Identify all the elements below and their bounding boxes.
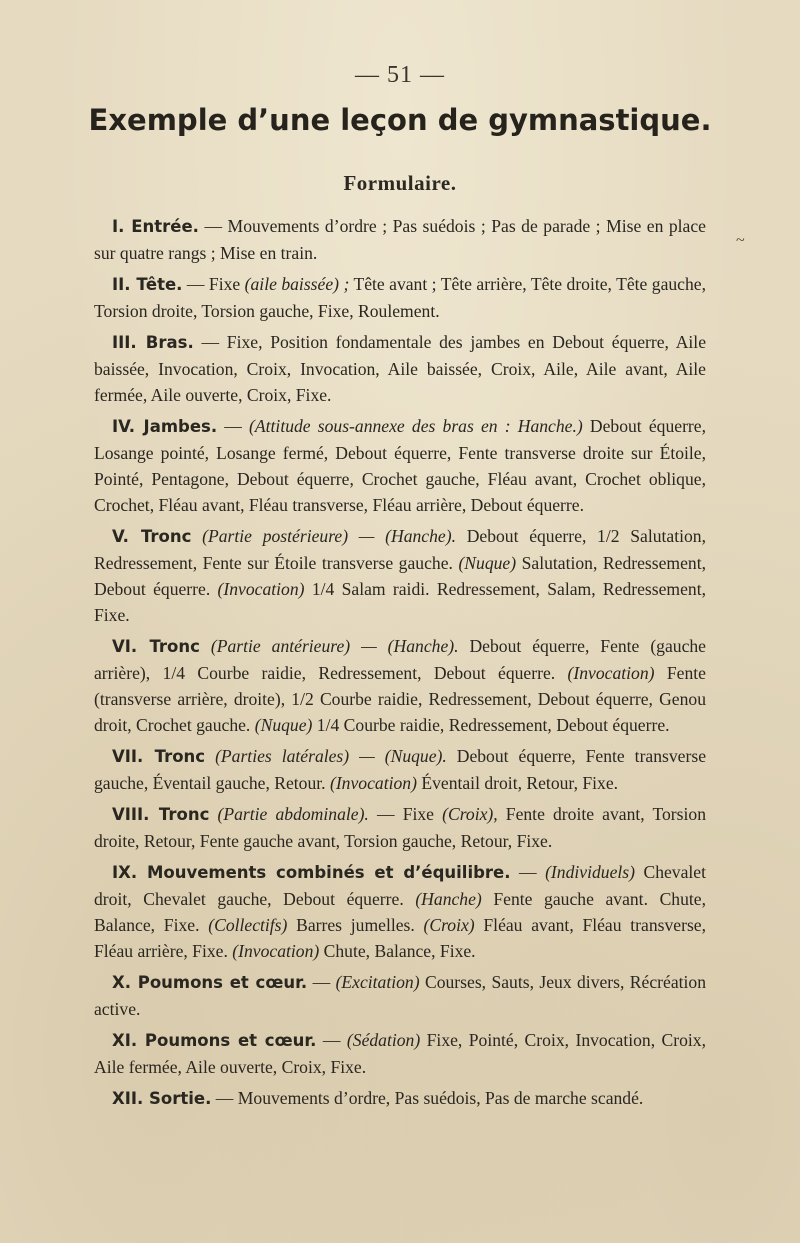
- entry-text: [191, 526, 202, 546]
- entry-italic-text: (Attitude sous-annexe des bras en : Hanche.): [249, 416, 583, 436]
- entry-italic-text: (Partie postérieure) — (Hanche).: [202, 526, 456, 546]
- lesson-entry: [94, 801, 706, 854]
- page-number: — 51 —: [355, 62, 445, 88]
- entry-italic-text: (Sédation): [346, 1030, 421, 1050]
- entry-italic-text: (Individuels): [545, 862, 635, 882]
- entry-italic-text: (Invocation): [217, 579, 305, 599]
- lesson-entry: [94, 271, 706, 324]
- entry-text: Debout équerre, Fente (gauche arrière), 1/4 Courbe raidie, Redressement, Debout équerre.: [94, 636, 706, 683]
- entry-heading: VIII. Tronc: [112, 805, 210, 824]
- entry-text: [205, 746, 215, 766]
- entry-italic-text: (Croix): [423, 915, 475, 935]
- lesson-entry: [94, 523, 706, 628]
- entry-italic-text: (Invocation): [329, 773, 417, 793]
- entry-heading: I. Entrée.: [112, 217, 199, 236]
- entry-text: Chute, Balance, Fixe.: [319, 941, 476, 961]
- entry-text: 1/4 Salam raidi. Redressement, Salam, Redressement, Fixe.: [94, 579, 706, 625]
- entry-text: — Fixe: [182, 274, 245, 294]
- entry-heading: X. Poumons et cœur.: [112, 973, 308, 992]
- entry-text: — Fixe, Position fondamentale des jambes en Debout équerre, Aile baissée, Invocation, Croix, Invocation, Aile baissée, Croix, Aile, Aile avant, Aile fermée, Aile ouverte, Croix, Fixe.: [94, 332, 706, 405]
- entry-italic-text: (aile baissée) ;: [244, 274, 350, 294]
- entry-heading: VI. Tronc: [112, 637, 200, 656]
- entry-text: —: [316, 1030, 347, 1050]
- entry-italic-text: (Parties latérales) — (Nuque).: [215, 746, 447, 766]
- entry-text: Fente gauche avant. Chute, Balance, Fixe.: [94, 889, 706, 935]
- entry-text: —: [307, 972, 336, 992]
- entry-italic-text: (Collectifs): [208, 915, 288, 935]
- lesson-entry: [94, 743, 706, 796]
- entry-text: — Mouvements d’ordre ; Pas suédois ; Pas de parade ; Mise en place sur quatre rangs ; Mise en train.: [94, 216, 706, 263]
- lesson-entries: [94, 213, 706, 1117]
- lesson-entry: [94, 859, 706, 964]
- entry-text: Chevalet droit, Chevalet gauche, Debout équerre.: [94, 862, 706, 909]
- lesson-entry: [94, 329, 706, 408]
- entry-text: Debout équerre, Losange pointé, Losange fermé, Debout équerre, Fente transverse droite sur Étoile, Pointé, Pentagone, Debout équerre, Crochet gauche, Fléau avant, Crochet oblique, Crochet, Fléau avant, Fléau transverse, Fléau arrière, Debout équerre.: [94, 416, 706, 515]
- entry-italic-text: (Partie antérieure) — (Hanche).: [210, 636, 459, 656]
- entry-italic-text: (Nuque): [254, 715, 313, 735]
- lesson-entry: [94, 969, 706, 1022]
- entry-heading: II. Tête.: [112, 275, 183, 294]
- entry-text: Fléau avant, Fléau transverse, Fléau arrière, Fixe.: [94, 915, 706, 961]
- lesson-entry: [94, 413, 706, 518]
- entry-heading: XII. Sortie.: [112, 1089, 212, 1108]
- entry-text: [200, 636, 211, 656]
- entry-italic-text: (Partie abdominale).: [217, 804, 369, 824]
- lesson-entry: [94, 1085, 706, 1112]
- entry-text: —: [510, 862, 546, 882]
- entry-heading: VII. Tronc: [112, 747, 206, 766]
- entry-text: —: [217, 416, 250, 436]
- entry-text: — Fixe: [368, 804, 443, 824]
- entry-italic-text: (Nuque): [458, 553, 517, 573]
- entry-text: Barres jumelles.: [287, 915, 424, 935]
- entry-text: 1/4 Courbe raidie, Redressement, Debout équerre.: [312, 715, 670, 735]
- entry-text: Fente (transverse arrière, droite), 1/2 Courbe raidie, Redressement, Debout équerre, Genou droit, Crochet gauche.: [94, 663, 706, 735]
- entry-text: Courses, Sauts, Jeux divers, Récréation active.: [94, 972, 706, 1019]
- margin-mark: ~: [736, 232, 745, 249]
- page-title: Exemple d’une leçon de gymnastique.: [88, 103, 712, 137]
- entry-text: Tête avant ; Tête arrière, Tête droite, Tête gauche, Torsion droite, Torsion gauche, Fixe, Roulement.: [94, 274, 706, 321]
- entry-text: Debout équerre, 1/2 Salutation, Redressement, Fente sur Étoile transverse gauche.: [94, 526, 707, 573]
- lesson-entry: [94, 1027, 706, 1080]
- section-subtitle: Formulaire.: [343, 171, 457, 195]
- entry-text: Debout équerre, Fente transverse gauche, Éventail gauche, Retour.: [94, 746, 706, 793]
- entry-text: Éventail droit, Retour, Fixe.: [416, 773, 619, 793]
- entry-italic-text: (Excitation): [335, 972, 420, 992]
- lesson-entry: [94, 213, 706, 266]
- entry-italic-text: (Invocation): [567, 663, 655, 683]
- entry-text: [209, 804, 217, 824]
- entry-text: Salutation, Redressement, Debout équerre.: [94, 553, 706, 599]
- entry-heading: IV. Jambes.: [112, 417, 218, 436]
- entry-heading: XI. Poumons et cœur.: [112, 1031, 317, 1050]
- entry-text: — Mouvements d’ordre, Pas suédois, Pas de marche scandé.: [211, 1088, 644, 1108]
- entry-italic-text: (Croix),: [442, 804, 498, 824]
- entry-heading: III. Bras.: [112, 333, 194, 352]
- entry-text: Fixe, Pointé, Croix, Invocation, Croix, Aile fermée, Aile ouverte, Croix, Fixe.: [94, 1030, 706, 1077]
- entry-text: Fente droite avant, Torsion droite, Retour, Fente gauche avant, Torsion gauche, Retour, Fixe.: [94, 804, 706, 851]
- entry-heading: IX. Mouvements combinés et d’équilibre.: [112, 863, 511, 882]
- entry-italic-text: (Hanche): [415, 889, 482, 909]
- lesson-entry: [94, 633, 706, 738]
- entry-italic-text: (Invocation): [232, 941, 320, 961]
- entry-heading: V. Tronc: [112, 527, 192, 546]
